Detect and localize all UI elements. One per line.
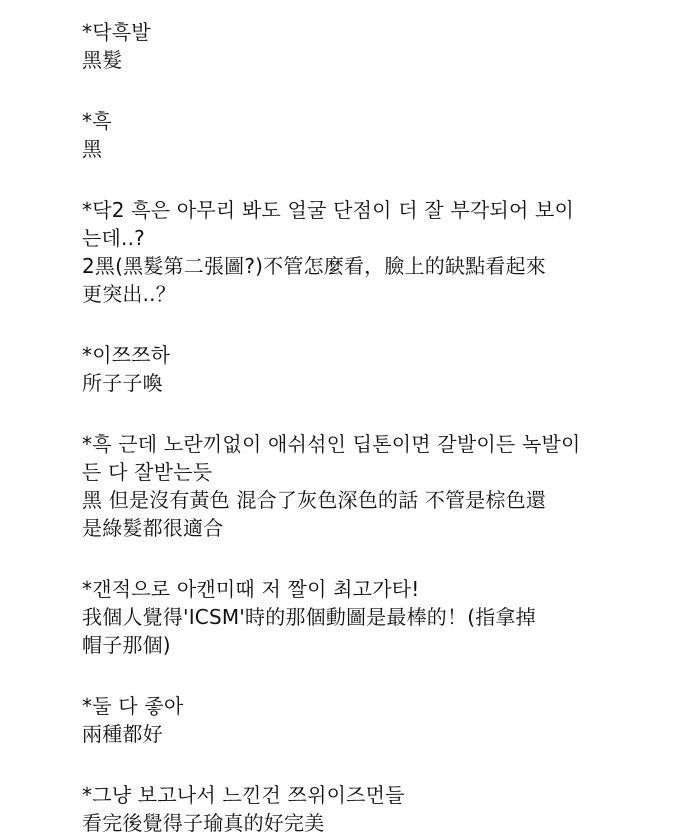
chinese-line: 更突出..？ bbox=[82, 282, 176, 306]
translation-post bbox=[82, 18, 622, 837]
chinese-line: 看完後覺得子瑜真的好完美 bbox=[82, 811, 325, 835]
entry-8 bbox=[82, 781, 622, 837]
entry-5 bbox=[82, 430, 622, 542]
korean-line: *흑 근데 노란끼없이 애쉬섞인 딥톤이면 갈발이든 녹발이 bbox=[82, 432, 581, 456]
entry-2 bbox=[82, 107, 622, 163]
korean-line: *갠적으로 아캔미때 저 짤이 최고가타! bbox=[82, 577, 420, 601]
chinese-line: 黑髮 bbox=[82, 48, 123, 72]
korean-line: *둘 다 좋아 bbox=[82, 694, 184, 718]
chinese-line: 是綠髮都很適合 bbox=[82, 516, 224, 540]
chinese-line: 黑 bbox=[82, 137, 103, 161]
chinese-line: 兩種都好 bbox=[82, 722, 163, 746]
korean-line: *흑 bbox=[82, 109, 112, 133]
korean-line: 는데..? bbox=[82, 226, 145, 250]
korean-line: *닥흑발 bbox=[82, 20, 151, 44]
chinese-line: 所子子喚 bbox=[82, 371, 163, 395]
chinese-line: 我個人覺得'ICSM'時的那個動圖是最棒的！(指拿掉 bbox=[82, 605, 536, 629]
chinese-line: 2黑(黑髮第二張圖?)不管怎麼看，臉上的缺點看起來 bbox=[82, 254, 546, 278]
korean-line: *이쯔쯔하 bbox=[82, 343, 171, 367]
entry-7 bbox=[82, 692, 622, 748]
chinese-line: 帽子那個) bbox=[82, 633, 171, 657]
entry-1 bbox=[82, 18, 622, 74]
entry-4 bbox=[82, 341, 622, 397]
korean-line: *닥2 흑은 아무리 봐도 얼굴 단점이 더 잘 부각되어 보이 bbox=[82, 198, 575, 222]
korean-line: 든 다 잘받는듯 bbox=[82, 460, 213, 484]
chinese-line: 黑 但是沒有黃色 混合了灰色深色的話 不管是棕色還 bbox=[82, 488, 547, 512]
entry-3 bbox=[82, 196, 622, 308]
korean-line: *그냥 보고나서 느낀건 쯔위이즈먼들 bbox=[82, 783, 405, 807]
entry-6 bbox=[82, 575, 622, 659]
